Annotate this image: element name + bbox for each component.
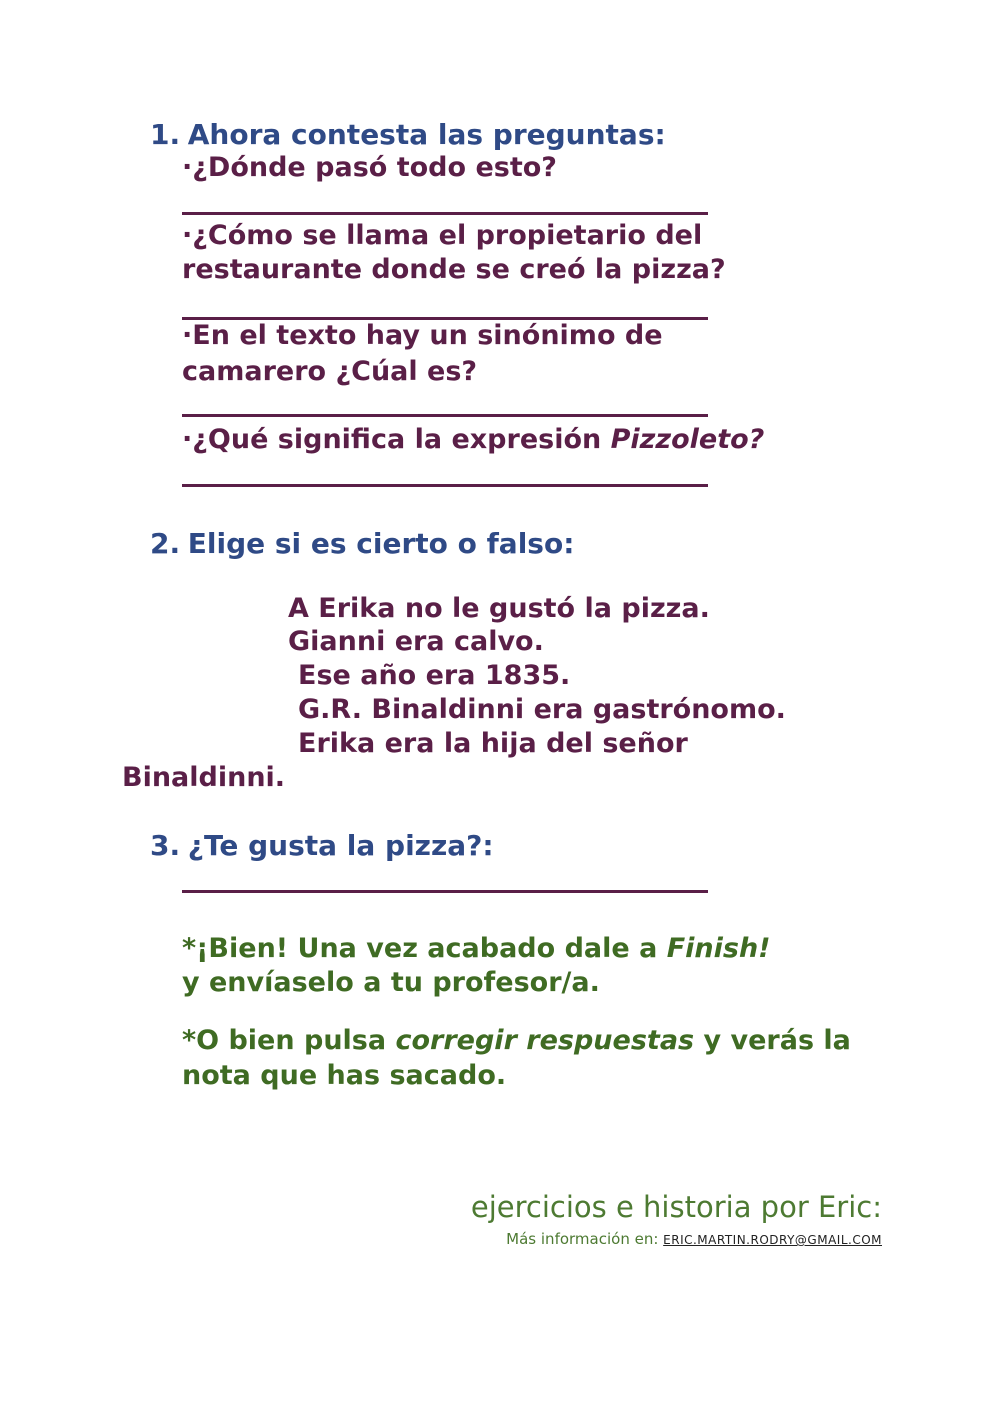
statement-5-continued: Binaldinni. bbox=[122, 762, 286, 793]
q3-title: ¿Te gusta la pizza?: bbox=[187, 829, 494, 862]
q3-number: 3. bbox=[150, 829, 181, 862]
q1-item-4-text: ·¿Qué significa la expresión bbox=[182, 424, 611, 455]
q1-heading bbox=[150, 118, 666, 151]
answer-line-3[interactable] bbox=[182, 414, 708, 417]
statement-4[interactable]: G.R. Binaldinni era gastrónomo. bbox=[298, 694, 786, 725]
note-2-after: y verás la bbox=[694, 1025, 851, 1056]
note-1-line1 bbox=[182, 933, 771, 964]
answer-line-4[interactable] bbox=[182, 484, 708, 487]
note-1-text: *¡Bien! Una vez acabado dale a bbox=[182, 933, 667, 964]
q1-title: Ahora contesta las preguntas: bbox=[187, 118, 666, 151]
q2-number: 2. bbox=[150, 527, 181, 560]
q1-number: 1. bbox=[150, 118, 181, 151]
note-2-text: *O bien pulsa bbox=[182, 1025, 396, 1056]
q1-item-2-line2: restaurante donde se creó la pizza? bbox=[182, 254, 726, 285]
statement-1[interactable]: A Erika no le gustó la pizza. bbox=[288, 593, 710, 624]
answer-line-5[interactable] bbox=[182, 890, 708, 893]
answer-line-1[interactable] bbox=[182, 212, 708, 215]
statement-5[interactable]: Erika era la hija del señor bbox=[298, 728, 688, 759]
q1-item-4-italic: Pizzoleto? bbox=[610, 424, 765, 455]
q1-item-2-line1: ·¿Cómo se llama el propietario del bbox=[182, 220, 703, 251]
note-1-line2: y envíaselo a tu profesor/a. bbox=[182, 967, 600, 998]
more-info-label: Más información en: bbox=[506, 1230, 664, 1248]
q1-item-1: ·¿Dónde pasó todo esto? bbox=[182, 152, 557, 183]
q2-title: Elige si es cierto o falso: bbox=[187, 527, 575, 560]
note-1-finish: Finish! bbox=[666, 933, 771, 964]
q3-heading bbox=[150, 829, 494, 862]
note-2-italic: corregir respuestas bbox=[395, 1025, 695, 1056]
q1-item-4 bbox=[182, 424, 764, 455]
note-2-line1 bbox=[182, 1025, 851, 1056]
statement-3[interactable]: Ese año era 1835. bbox=[298, 660, 571, 691]
q1-item-3-line1: ·En el texto hay un sinónimo de bbox=[182, 320, 663, 351]
note-2-line2: nota que has sacado. bbox=[182, 1060, 507, 1091]
statement-2[interactable]: Gianni era calvo. bbox=[288, 626, 544, 657]
q1-item-3-line2: camarero ¿Cúal es? bbox=[182, 356, 478, 387]
author-credit: ejercicios e historia por Eric: bbox=[470, 1190, 882, 1224]
q2-heading bbox=[150, 527, 574, 560]
more-info bbox=[506, 1230, 882, 1248]
email-link[interactable]: ERIC.MARTIN.RODRY@GMAIL.COM bbox=[663, 1233, 882, 1247]
